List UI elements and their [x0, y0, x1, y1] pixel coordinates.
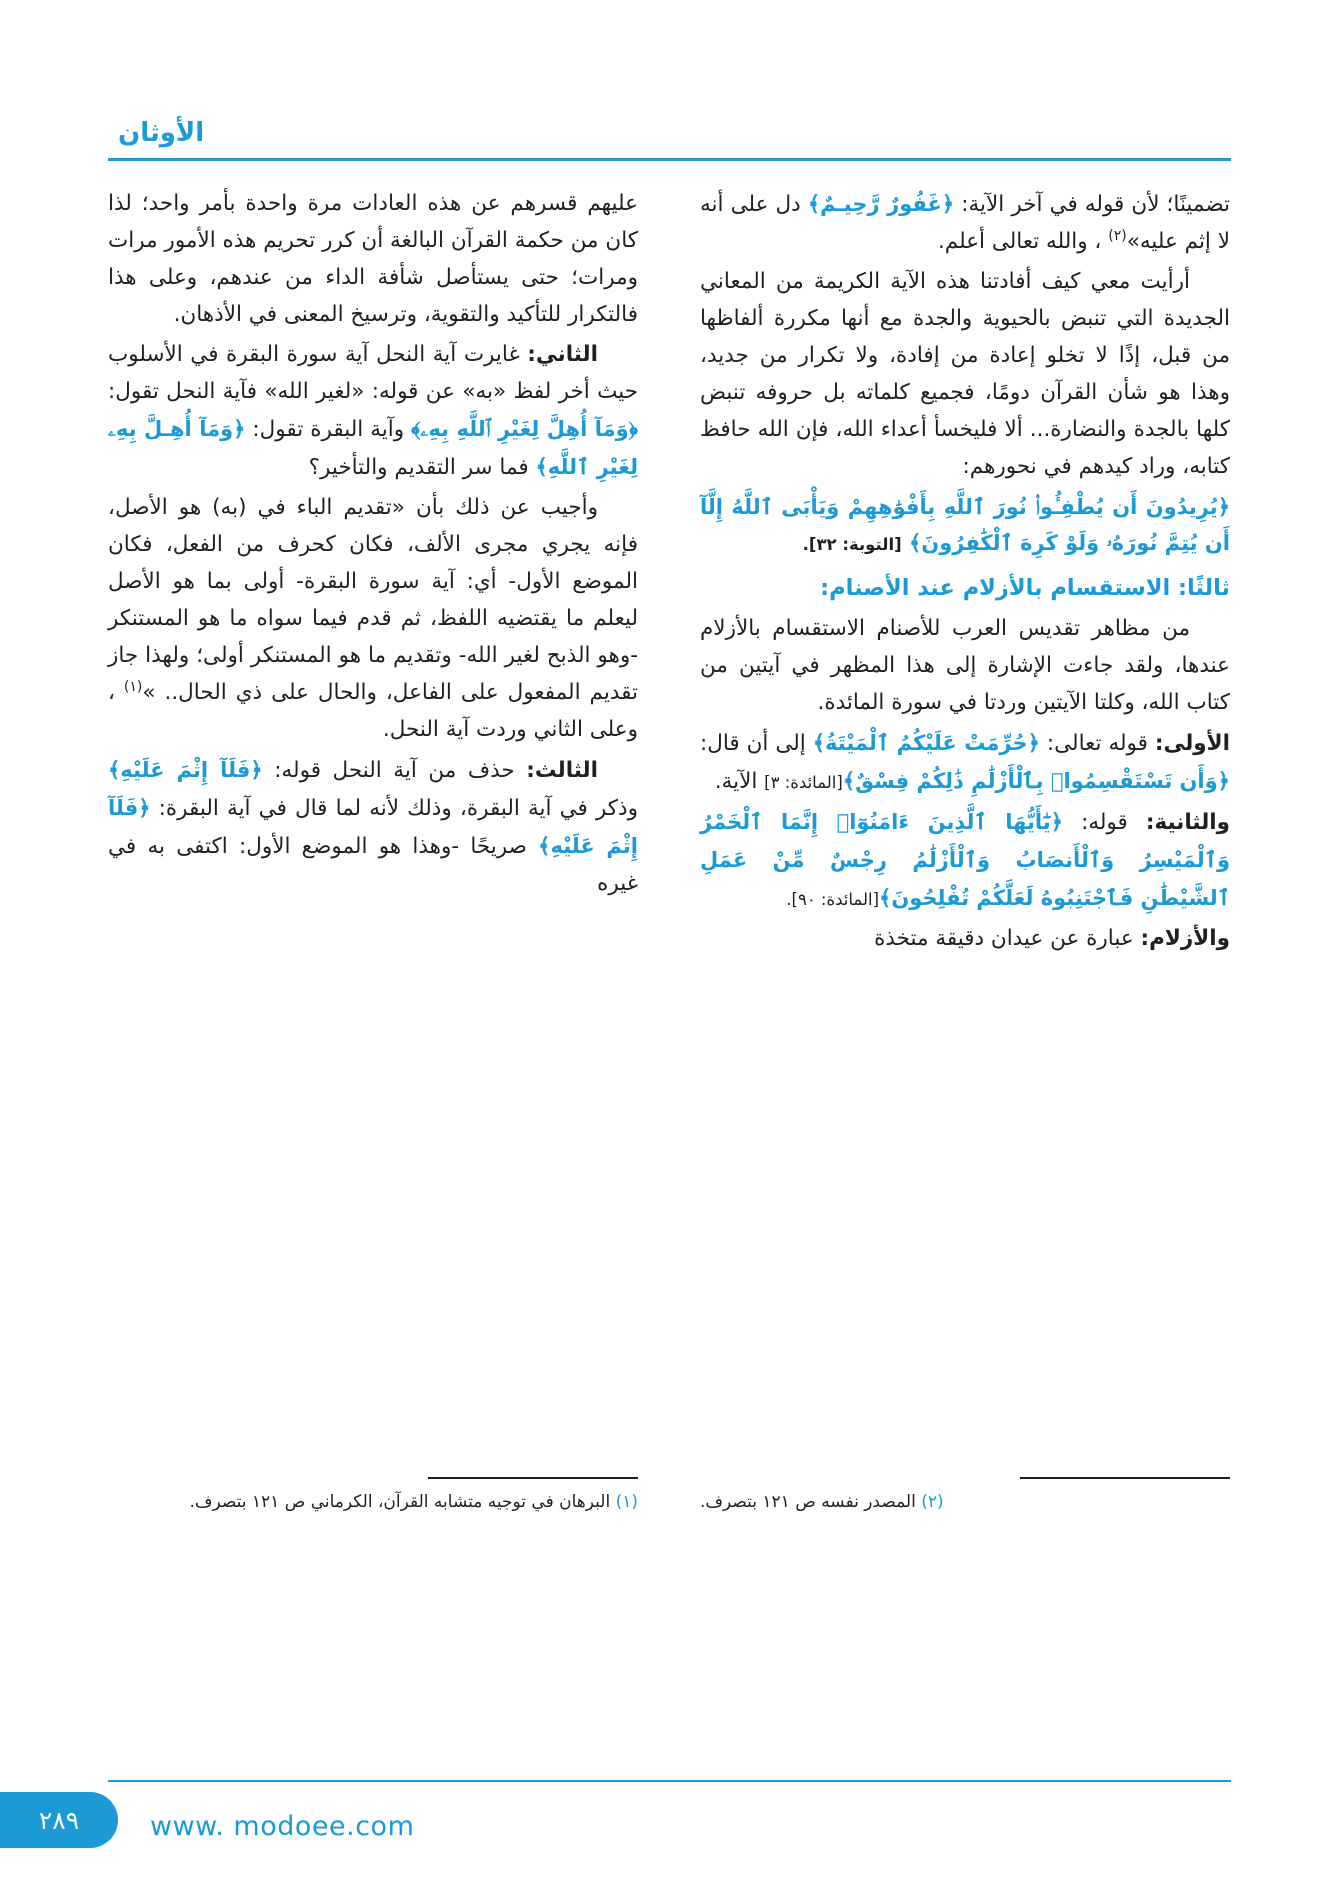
paragraph: من مظاهر تقديس العرب للأصنام الاستقسام بالأزلام عندها، ولقد جاءت الإشارة إلى هذا المظهر في آيتين من كتاب الله، وكلتا الآيتين وردتا في سورة المائدة.: [700, 616, 1230, 716]
quran-quote: ﴿حُرِّمَتْ عَلَيْكُمُ ٱلْمَيْتَةُ﴾: [812, 731, 1040, 756]
quran-quote: ﴿يَٰٓأَيُّهَا ٱلَّذِينَ ءَامَنُوٓا۟ إِنَّمَا ٱلْخَمْرُ وَٱلْمَيْسِرُ وَٱلْأَنصَابُ وَٱلْأَزْلَٰمُ رِجْسٌ مِّنْ عَمَلِ ٱلشَّيْطَٰنِ فَٱجْتَنِبُوهُ لَعَلَّكُمْ تُفْلِحُونَ﴾: [700, 809, 1230, 910]
quran-quote: ﴿وَمَآ أُهِلَّ لِغَيْرِ ٱللَّهِ بِهِۦ﴾: [411, 416, 638, 441]
quran-quote: ﴿فَلَآ إِثْمَ عَلَيْهِ﴾: [108, 757, 263, 782]
paragraph: وأجيب عن ذلك بأن «تقديم الباء في (به) هو الأصل، فإنه يجري مجرى الألف، فكان كحرف من الفعل، فكان الموضع الأول- أي: آية سورة البقرة- أولى بما هو الأصل ليعلم ما يقتضيه اللفظ، ثم قدم فيما سواه ما هو المستنكر -وهو الذبح لغير الله- وتقديم ما هو المستنكر أولى؛ ولهذا جاز تقديم المفعول على الفاعل، والحال على ذي الحال.. »$^{(١)}$ ، وعلى الثاني وردت آية النحل.: [108, 494, 638, 742]
paragraph: الثاني: غايرت آية النحل آية سورة البقرة في الأسلوب حيث أخر لفظ «به» عن قوله: «لغير الله» فآية النحل تقول: ﴿وَمَآ أُهِلَّ لِغَيْرِ ٱللَّهِ بِهِۦ﴾ وآية البقرة تقول: ﴿وَمَآ أُهِـلَّ بِهِۦ لِغَيْرِ ٱللَّهِ﴾ فما سر التقديم والتأخير؟: [108, 341, 638, 480]
footnote-block: [700, 1477, 1230, 1516]
footnote-divider: [1020, 1477, 1230, 1479]
paragraph: والثانية: قوله: ﴿يَٰٓأَيُّهَا ٱلَّذِينَ ءَامَنُوٓا۟ إِنَّمَا ٱلْخَمْرُ وَٱلْمَيْسِرُ وَٱلْأَنصَابُ وَٱلْأَزْلَٰمُ رِجْسٌ مِّنْ عَمَلِ ٱلشَّيْطَٰنِ فَٱجْتَنِبُوهُ لَعَلَّكُمْ تُفْلِحُونَ﴾[المائدة: ٩٠].: [700, 809, 1231, 910]
paragraph: والأزلام: عبارة عن عيدان دقيقة متخذة: [874, 925, 1230, 951]
paragraph: أرأيت معي كيف أفادتنا هذه الآية الكريمة من المعاني الجديدة التي تنبض بالحيوية والجدة مع أنها مكررة ألفاظها من قبل، إذًا لا تخلو إعادة من إفادة، ولا تكرار من جديد، وهذا هو شأن القرآن دومًا، فجميع كلماته بل حروفه تنبض كلها بالجدة والنضارة... ألا فليخسأ أعداء الله، فإن الله حافظ كتابه، وراد كيدهم في نحورهم:: [700, 269, 1230, 479]
paragraph: الثالث: حذف من آية النحل قوله: ﴿فَلَآ إِثْمَ عَلَيْهِ﴾ وذكر في آية البقرة، وذلك لأنه لما قال في آية البقرة: ﴿فَلَآ إِثْمَ عَلَيْهِ﴾ صريحًا -وهذا هو الموضع الأول: اكتفى به في غيره: [108, 757, 638, 896]
paragraph-lead: الأولى:: [1154, 731, 1231, 757]
footnote-divider: [428, 1477, 638, 1479]
footnote-block: [108, 1477, 638, 1516]
paragraph: الأولى: قوله تعالى: ﴿حُرِّمَتْ عَلَيْكُمُ ٱلْمَيْتَةُ﴾ إلى أن قال: ﴿وَأَن تَسْتَقْسِمُوا۟ بِٱلْأَزْلَٰمِ ذَٰلِكُمْ فِسْقٌ﴾[المائدة: ٣] الآية.: [700, 731, 1231, 794]
quran-quote: ﴿وَمَآ أُهِـلَّ بِهِۦ لِغَيْرِ ٱللَّهِ﴾: [108, 416, 638, 479]
column-left: [700, 186, 1230, 1516]
column-right: [108, 186, 638, 1516]
quran-quote-block: ﴿يُرِيدُونَ أَن يُطْفِـُٔوا۟ نُورَ ٱللَّهِ بِأَفْوَٰهِهِمْ وَيَأْبَى ٱللَّهُ إِلَّآ أَن يُتِمَّ نُورَهُۥ وَلَوْ كَرِهَ ٱلْكَٰفِرُونَ﴾ [التوبة: ٣٢].: [700, 494, 1230, 556]
paragraph-lead: الثاني:: [527, 341, 598, 367]
quran-quote: ﴿غَفُورٌ رَّحِيـمٌ﴾: [807, 192, 955, 216]
verse-reference: [المائدة: ٩٠].: [786, 889, 880, 909]
footnote-number: (٢): [921, 1491, 944, 1512]
footnote: (٢) المصدر نفسه ص ١٢١ بتصرف.: [700, 1491, 944, 1512]
verse-reference: [المائدة: ٣]: [764, 773, 843, 792]
paragraph: عليهم قسرهم عن هذه العادات مرة واحدة بأمر واحد؛ لذا كان من حكمة القرآن البالغة أن كرر تحريم هذه الأمور مرات ومرات؛ حتى يستأصل شأفة الداء من عندهم، وعلى هذا فالتكرار للتأكيد والتقوية، وترسيخ المعنى في الأذهان.: [108, 191, 638, 327]
quran-quote: ﴿فَلَآ إِثْمَ عَلَيْهِ﴾: [108, 795, 638, 858]
page-number: ٢٨٩: [0, 1792, 118, 1848]
website-url[interactable]: www. modoee.com: [150, 1811, 415, 1842]
running-header: [118, 118, 438, 148]
section-heading: ثالثًا: الاستقسام بالأزلام عند الأصنام:: [820, 575, 1230, 602]
paragraph-lead: الثالث:: [526, 757, 598, 783]
header-divider: [108, 158, 1231, 161]
paragraph-lead: والأزلام:: [1140, 925, 1230, 951]
quran-quote: ﴿وَأَن تَسْتَقْسِمُوا۟ بِٱلْأَزْلَٰمِ ذَٰلِكُمْ فِسْقٌ﴾: [842, 769, 1230, 793]
footer-divider: [108, 1780, 1231, 1783]
paragraph: تضمينًا؛ لأن قوله في آخر الآية: ﴿غَفُورٌ رَّحِيـمٌ﴾ دل على أنه لا إثم عليه»$^{(٢)}$ ، والله تعالى أعلم.: [700, 192, 1230, 255]
footnote-number: (١): [615, 1491, 638, 1512]
footnote-marker: (١): [123, 678, 143, 695]
book-title: الأوثان: [118, 118, 205, 148]
footnote: (١) البرهان في توجيه متشابه القرآن، الكرماني ص ١٢١ بتصرف.: [189, 1491, 638, 1512]
text-columns: [108, 186, 1231, 1516]
verse-reference: [التوبة: ٣٢].: [802, 535, 902, 555]
footnote-marker: (٢): [1108, 227, 1127, 244]
paragraph-lead: والثانية:: [1145, 809, 1231, 835]
